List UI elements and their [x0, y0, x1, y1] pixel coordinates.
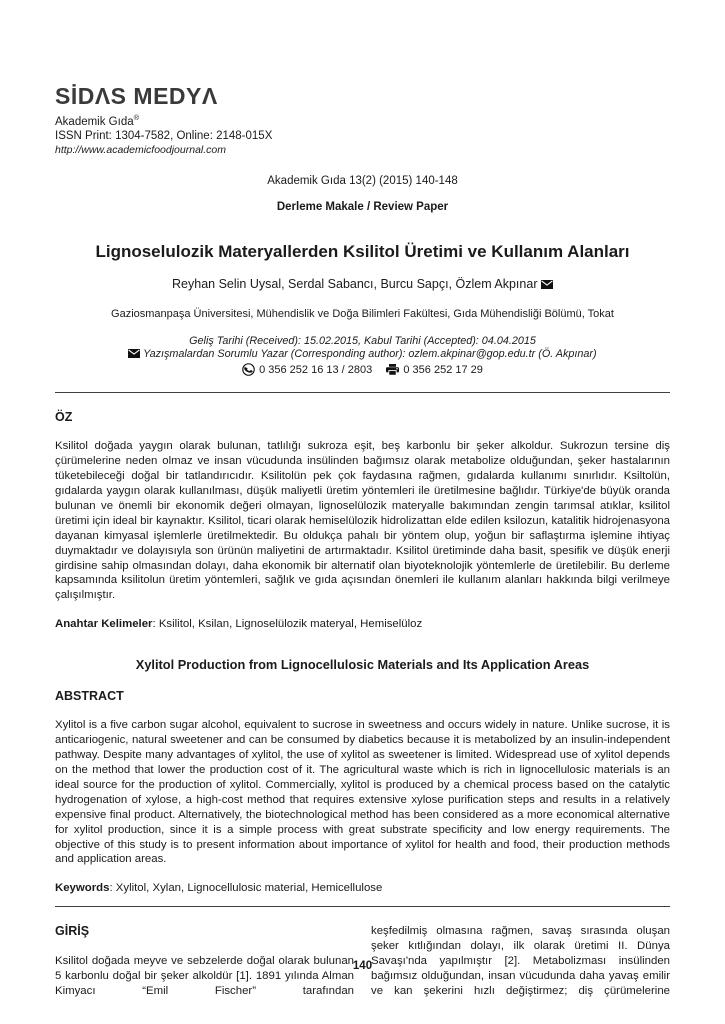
abstract-heading: ABSTRACT [55, 689, 124, 704]
received-accepted-line: Geliş Tarihi (Received): 15.02.2015, Kabul Tarihi (Accepted): 04.04.2015 [189, 334, 536, 347]
article-title-tr: Lignoselulozik Materyallerden Ksilitol Üretimi ve Kullanım Alanları [95, 241, 630, 261]
corresponding-author-line [55, 348, 670, 362]
oz-heading: ÖZ [55, 410, 73, 425]
oz-abstract-text: Ksilitol doğada yaygın olarak bulunan, tatlılığı sukroza eşit, beş karbonlu bir şeker alkoldur. Sukrozun tersine diş çürümelerine neden olmaz ve insan vücudunda insülinden bağımsız olarak metabolize olduğundan, şeker hastalarının tüketebileceği doğal bir tatlandırıcıdır. Ksilitolün pek çok faydasına rağmen, gıdalarda kullanımı sınırlıdır. Ksiltolün, gıdalarda yaygın olarak kullanılması, düşük maliyetli üretim yöntemleri ile üretilmesine bağlıdır. Türkiye'de büyük oranda bulunan ve önemli bir ekonomik değeri olmayan, lignoselülozik materyalle bakımından zengin tarımsal atıklar, ksilitol üretimi için ideal bir kaynaktır. Ksilitol, ticari olarak hemiselülozik hidrolizattan elde edilen ksilozun, katalitik hidrojenasyona dayanan kimyasal işlemlerle üretilmektedir. Bu oldukça pahalı bir yöntem olup, yoğun bir saflaştırma işlemine ihtiyaç duymaktadır ve dolayısıyla son ürünün maliyetini de artırmaktadır. Ksilitol üretiminde daha basit, spesifik ve düşük enerji girdisine sahip olmasından dolayı, daha ekonomik bir alternatif olan biyoteknolojik yöntemlerle de üretilebilir. Bu derleme kapsamında ksilitolun üretim yöntemleri, sağlık ve gıda açısından önemleri ile kullanım alanları hakkında bilgi verilmeye çalışılmıştır. [55, 440, 670, 602]
citation-line: Akademik Gıda 13(2) (2015) 140-148 [267, 174, 458, 187]
authors-text: Reyhan Selin Uysal, Serdal Sabancı, Burcu Sapçı, Özlem Akpınar [172, 276, 538, 291]
authors-line [55, 277, 670, 291]
publisher-logo: SİDΛS MEDYΛ [55, 83, 218, 109]
giris-heading: GİRİŞ [55, 924, 90, 939]
registered-trademark: ® [133, 113, 140, 122]
section-divider [55, 906, 670, 907]
fax-printer-icon [386, 364, 399, 376]
intro-text-left: Ksilitol doğada meyve ve sebzelerde doğal olarak bulunan 5 karbonlu doğal bir şeker alkoldür [1]. 1891 yılında Alman Kimyacı “Emil Fischer” tarafından [55, 955, 354, 998]
envelope-icon [541, 280, 553, 289]
phone-icon [242, 363, 255, 376]
top-divider [55, 392, 670, 393]
phone-fax-line [55, 363, 670, 381]
corresponding-author-text: Yazışmalardan Sorumlu Yazar (Corresponding author): ozlem.akpinar@gop.edu.tr (Ö. Akpınar) [143, 348, 597, 361]
keywords-line [55, 882, 670, 894]
page-number: 140 [352, 960, 373, 972]
article-type-label: Derleme Makale / Review Paper [276, 200, 449, 213]
fax-group [386, 363, 483, 377]
phone-group [242, 363, 372, 377]
anahtar-kelimeler-line [55, 618, 670, 630]
intro-text-right: keşfedilmiş olmasına rağmen, savaş sırasında oluşan şeker kıtlığından dolayı, ilk olarak üretimi II. Dünya Savaşı'nda yapılmıştır [2]. Metabolizması insülinden bağımsız olduğundan, insan vücudunda daha yavaş emilir ve kan şekerini hızlı değiştirmez; diş çürümelerine [371, 925, 670, 997]
keywords-list: : Xylitol, Xylan, Lignocellulosic material, Hemicellulose [109, 882, 383, 895]
keywords-label: Keywords [55, 882, 110, 895]
journal-website: http://www.academicfoodjournal.com [55, 143, 226, 156]
envelope-icon [128, 349, 140, 358]
abstract-text: Xylitol is a five carbon sugar alcohol, equivalent to sucrose in sweetness and occurs widely in nature. Unlike sucrose, it is anticariogenic, natural sweetener and can be consumed by diabetics because it is metabolized by an insulin-independent pathway. Despite many advantages of xylitol, the use of xylitol as sweetener is limited. Widespread use of xylitol depends on the method that lower the production cost of it. The agricultural waste which is rich in lignocellulosic materials is an ideal source for the production of xylitol. Commercially, xylitol is produced by a chemical process based on the catalytic hydrogenation of xylose, a high-cost method that requires extensive xylose purification steps and results in a relatively expensive final product. Alternatively, the biotechnological method has been considered as a more economical alternative for xylitol production, since it is a simple process with great substrate specificity and low energy requirements. The objective of this study is to present information about importance of xylitol for health and food, their production methods and application areas. [55, 719, 670, 866]
phone-number: 0 356 252 16 13 / 2803 [259, 363, 373, 376]
affiliation-line: Gaziosmanpaşa Üniversitesi, Mühendislik ve Doğa Bilimleri Fakültesi, Gıda Mühendisliği Bölümü, Tokat [111, 307, 614, 320]
journal-name [55, 111, 670, 129]
issn-line: ISSN Print: 1304-7582, Online: 2148-015X [55, 129, 273, 142]
journal-name-text: Akademik Gıda [55, 115, 134, 128]
anahtar-kelimeler-label: Anahtar Kelimeler [55, 618, 153, 631]
fax-number: 0 356 252 17 29 [403, 364, 483, 377]
article-title-en: Xylitol Production from Lignocellulosic Materials and Its Application Areas [135, 657, 590, 673]
journal-masthead [55, 84, 670, 157]
anahtar-kelimeler-list: : Ksilitol, Ksilan, Lignoselülozik materyal, Hemiselüloz [152, 618, 423, 631]
